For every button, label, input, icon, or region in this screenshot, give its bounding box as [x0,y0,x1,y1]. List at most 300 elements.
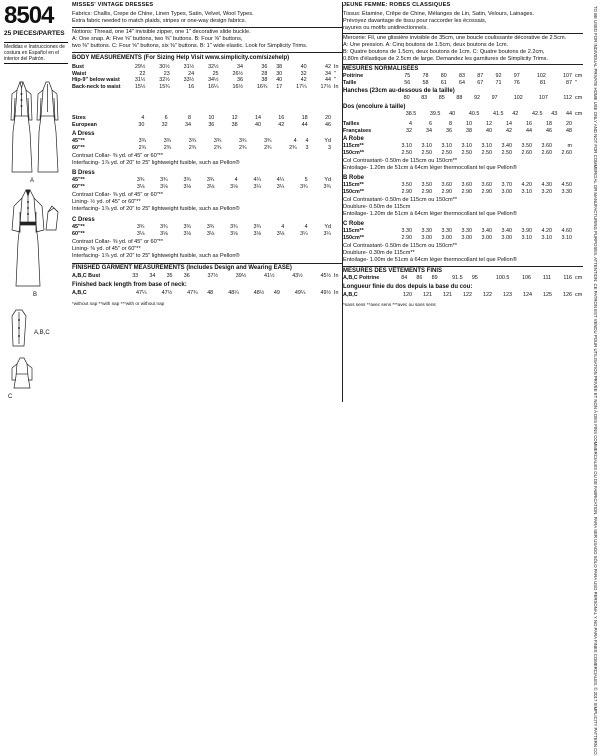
en-finished-length-title: Finished back length from base of neck: [72,282,187,288]
en-c-dress-table [72,224,342,237]
divider-line [343,64,583,65]
table-cell: 48 [207,290,214,297]
table-cell: 2.60 [561,149,572,156]
en-a-dress-table [72,138,342,151]
table-cell: 120 [403,292,412,299]
fr-sizes-table [343,121,583,134]
table-cell: 126 [563,292,572,299]
unit-cell [573,128,583,135]
table-cell: 4¼ [276,177,285,184]
table-cell: 20 [325,115,331,122]
table-cell: 64 [459,79,465,86]
table-cell: 30 [276,70,283,77]
table-cell: 106 [522,275,532,282]
table-cell: 2.50 [441,149,452,156]
table-cell: 43 [551,111,558,118]
table-cell: 2.90 [461,188,472,195]
table-cell: 3¾ [138,138,147,145]
divider-line [72,52,342,53]
table-cell: 16 [278,115,285,122]
row-label [343,95,393,102]
table-cell: 32½ [159,77,170,84]
table-cell: 4 [141,115,145,122]
table-cell: 36 [236,77,243,84]
fr-finished-bust-table [343,275,583,282]
table-cell: 3⅛ [276,230,285,237]
row-label: European [72,121,97,128]
table-cell: 91.5 [452,275,463,282]
row-label: Sizes [72,115,86,122]
table-cell: 3¾ [206,224,215,231]
table-cell: 48½ [253,290,265,297]
table-row [72,145,342,152]
table-cell: 3.10 [521,188,532,195]
copyright-strip [584,6,598,756]
fr-dos-table [343,111,583,118]
fr-mercerie-4: 0.80m d'élastique de 2.5cm de large. Demandez les garnitures de Simplicity Trims. [343,56,549,62]
table-cell: 37½ [207,273,218,280]
row-label: 115cm** [343,143,364,150]
table-cell: 47¾ [187,290,198,297]
table-cell: 44 [301,121,308,128]
table-cell: 42 [512,111,519,118]
table-cell: 16½ [232,84,243,91]
table-cell: 34½ [208,77,219,84]
table-cell: 80 [440,73,447,80]
table-cell: 3¼ [323,230,331,237]
table-cell: Yd [324,177,331,184]
table-cell: 83 [459,73,465,80]
table-cell: 122 [463,292,472,299]
fr-hanches-table [343,95,583,102]
row-label: 60"** [72,183,85,190]
table-cell: m [567,143,572,150]
table-cell: 38 [231,121,238,128]
table-cell: 87 [566,79,572,86]
table-cell: 2.50 [461,149,472,156]
table-cell: 2¾ [163,144,172,151]
row-label: A,B,C [343,292,358,299]
label-abc: A,B,C [34,330,50,336]
table-row [72,84,342,91]
table-row [72,138,342,145]
table-cell: 14 [506,121,512,128]
table-cell: 38.5 [405,111,417,118]
table-cell: 36 [183,273,190,280]
table-cell: 4 [234,177,238,184]
unit-cell: cm [575,95,583,102]
table-cell: 12 [486,121,492,128]
label-a: A [30,178,35,184]
table-cell: 4 [305,138,309,145]
table-cell: 3.60 [441,182,452,189]
table-cell: 2¾ [213,144,222,151]
unit-cell: " [575,79,577,86]
table-cell: 3⅛ [253,230,261,237]
table-cell: 3.00 [501,234,512,241]
unit-cell [332,224,342,231]
en-finished-length-table [72,290,342,297]
table-cell: 3¾ [183,224,191,231]
table-cell: 3¼ [276,183,285,190]
label-c: C [8,394,13,400]
table-cell: 39½ [235,273,247,280]
fr-footnote: *sans sens **avec sens ***avec ou sans sens [343,302,436,307]
table-cell: 20 [566,121,572,128]
fr-title: JEUNE FEMME: ROBES CLASSIQUES [343,2,451,8]
table-cell: 36 [208,121,215,128]
table-cell: 3¾ [238,138,247,145]
table-cell: 32 [406,127,412,134]
table-cell: 6 [164,115,168,122]
spanish-note: Medidas e Instrucciones de costura en Español en el interior del Patrón. [4,42,68,64]
table-cell: 4 [281,224,285,231]
table-cell: Yd [324,224,331,231]
table-cell: 16 [188,84,195,91]
row-label: Waist [72,70,87,77]
table-cell: 3.20 [541,188,552,195]
table-cell: 3¾ [213,138,222,145]
table-cell: 16¼ [208,84,219,91]
unit-cell [332,122,342,129]
row-label: 45"** [72,138,85,145]
fr-a-entoilage: Entoilage- 1.20m de 51cm à 64cm léger thermocollant tel que Pellon® [343,165,517,171]
table-cell: 3.40 [501,228,512,235]
table-cell: 4.20 [521,182,532,189]
french-column [343,0,583,406]
fr-finished-title: MESURES DES VÊTEMENTS FINIS [343,268,443,274]
table-cell: 38 [261,77,268,84]
unit-cell: cm [575,73,583,80]
table-cell: 48¼ [228,290,239,297]
table-cell: 2.60 [541,149,552,156]
table-cell: 18 [546,121,552,128]
table-cell: 4.50 [561,182,572,189]
row-label: 150cm** [343,234,364,241]
table-cell: 4 [409,121,412,128]
table-cell: 3.10 [541,234,552,241]
table-cell: 3.40 [481,228,492,235]
en-footnote: *without nap **with nap ***with or without nap [72,301,165,306]
table-cell: 3.30 [561,188,572,195]
table-cell: 3.50 [421,182,432,189]
table-cell: 78 [422,73,429,80]
en-finished-bust-table [72,273,342,280]
table-cell: 22 [139,70,146,77]
unit-cell: cm [575,111,583,118]
row-label: Taille [343,79,357,86]
table-cell: 23 [163,70,170,77]
row-label: Bust [72,64,84,71]
table-cell: 2.90 [481,188,492,195]
table-cell: 84 [401,275,408,282]
table-cell: 3⅛ [230,183,238,190]
table-cell: 3⅛ [206,230,215,237]
table-cell: 16¾ [256,84,268,91]
fr-tissus: Tissus: Étamine, Crêpe de Chine, Mélanges de Lin, Satin, Velours, Lainages. [343,11,535,17]
table-cell: 116 [563,275,572,282]
table-cell: 18 [301,115,308,122]
table-row [72,115,342,122]
divider-line [343,33,583,34]
table-row [343,189,583,196]
table-cell: 33½ [183,77,195,84]
table-cell: 75 [404,73,411,80]
row-label: A,B,C [72,290,87,297]
table-cell: 47½ [161,290,173,297]
fr-measurements-table [343,73,583,86]
fr-tissus-3: rayures ou motifs unidirectionnels. [343,25,428,31]
table-cell: 40 [300,64,307,71]
table-cell: 2¾ [138,144,147,151]
table-cell: 123 [503,292,512,299]
table-cell: 2.50 [401,149,412,156]
unit-cell [332,231,342,238]
table-cell: 29½ [134,64,146,71]
table-cell: 112 [563,95,572,102]
table-cell: 2¾ [264,144,272,151]
row-label: Tailles [343,121,360,128]
table-cell: 2.50 [501,149,512,156]
table-row [343,228,583,235]
table-cell: 41.5 [493,111,504,118]
fr-tissus-2: Prévoyez davantage de tissu pour raccorder les écossais, [343,18,487,24]
table-cell: 42 [300,77,307,84]
table-cell: 26½ [232,70,243,77]
row-label: 150cm** [343,188,364,195]
row-label: 60"** [72,230,85,237]
table-cell: 3⅛ [206,183,215,190]
fr-c-robe-title: C Robe [343,221,364,227]
table-cell: 3.10 [561,234,572,241]
table-cell: 42 [278,121,285,128]
table-cell: 3.10 [401,143,412,150]
table-cell: 3¾ [253,224,261,231]
table-cell: 107 [563,73,572,80]
table-row [72,122,342,129]
fr-b-doublure: Doublure- 0.50m de 115cm [343,204,411,210]
table-cell: 3.00 [481,234,492,241]
table-row [343,182,583,189]
table-cell: 87 [477,73,484,80]
table-cell: 3.00 [501,188,512,195]
table-cell: 49 [273,290,280,297]
en-b-contrast: Contrast Collar- ⅜ yd. of 45" or 60"** [72,192,164,198]
table-cell: 3¾ [188,138,197,145]
en-notions-2: A: One snap. A: Five ⅝" buttons, two ⅜" buttons. B: Four ⅝" buttons, [72,36,243,42]
table-cell: 49½ [320,290,331,297]
unit-cell: In [334,84,339,91]
row-label: Françaises [343,127,372,134]
table-cell: 58 [422,79,429,86]
table-cell: 3¾ [323,183,331,190]
table-cell: 121 [423,292,432,299]
table-cell: 25 [212,70,219,77]
table-cell: 3¾ [264,138,272,145]
table-cell: 34 [426,127,432,134]
dress-c-illustration [10,356,34,390]
table-cell: 3.10 [481,143,492,150]
unit-cell [332,145,342,152]
table-cell: 85 [438,95,445,102]
table-cell: 3⅛ [160,230,168,237]
unit-cell [573,228,583,235]
table-cell: 47¼ [136,290,147,297]
dress-a-illustration [6,76,64,176]
table-row [343,80,583,87]
fr-c-col: Col Contrastant- 0.50m de 115cm ou 150cm** [343,243,458,249]
fr-dos-title: Dos (encolure à taille) [343,104,406,110]
table-cell: 17¼ [296,84,307,91]
table-cell: 3.50 [521,143,532,150]
en-c-contrast: Contrast Collar- ⅜ yd. of 45" or 60"** [72,239,164,245]
en-fabrics: Fabrics: Challis, Crepe de Chine, Linen Types, Satin, Velvet, Wool Types. [72,11,254,17]
table-cell: 40 [486,127,492,134]
en-c-lining: Lining- ⅜ yd. of 45" or 60"** [72,246,141,252]
table-cell: 125 [543,292,552,299]
table-cell: 42.5 [531,111,543,118]
table-cell: 48 [566,127,572,134]
table-cell: 35 [166,273,173,280]
table-cell: 46 [546,127,552,134]
en-b-interfacing: Interfacing- 1⅞ yd. of 20" to 25" lightweight fusible, such as Pellon® [72,206,240,212]
table-cell: 3¾ [160,224,168,231]
table-cell: 3.30 [461,228,472,235]
table-cell: 89 [431,275,438,282]
pieces-count: 25 PIECES/PARTES [4,30,65,37]
table-cell: 121 [443,292,452,299]
table-row [72,184,342,191]
table-cell: 107 [538,95,548,102]
unit-cell: cm [575,275,583,282]
table-cell: 24 [188,70,195,77]
row-label: 115cm** [343,182,364,189]
table-cell: 3.10 [441,143,452,150]
table-cell: 3¾ [160,177,168,184]
table-cell: 56 [404,79,411,86]
table-cell: Yd [324,138,331,145]
table-cell: 3.60 [541,143,552,150]
table-cell: 3.00 [441,234,452,241]
unit-cell [573,182,583,189]
table-cell: 3¾ [136,177,145,184]
table-cell: 15¾ [159,84,170,91]
table-cell: 3¾ [163,138,172,145]
fr-mercerie-2: A: Une pression. A: Cinq boutons de 1.5cm, deux boutons de 1cm. [343,42,509,48]
table-cell: 2.90 [441,188,452,195]
table-cell: 45½ [320,273,331,280]
table-cell: 44 [566,111,572,118]
unit-cell: cm [575,292,583,299]
unit-cell: In [334,290,339,297]
table-cell: 3.60 [461,182,472,189]
table-cell: 40 [276,77,283,84]
unit-cell: " [334,77,336,84]
table-cell: 16 [526,121,532,128]
unit-cell [573,150,583,157]
en-body-measurements-title: BODY MEASUREMENTS (For Sizing Help Visit www.simplicity.com/sizehelp) [72,55,290,61]
table-cell: 10 [208,115,215,122]
unit-cell [573,143,583,150]
row-label: 60"** [72,144,85,151]
table-cell: 95 [471,275,478,282]
table-cell: 102 [513,95,523,102]
table-cell: 43½ [292,273,303,280]
table-cell: 2.90 [421,188,432,195]
table-cell: 40.5 [468,111,480,118]
table-cell: 3.90 [521,228,532,235]
table-cell: 3¾ [206,177,215,184]
table-cell: 111 [542,275,552,282]
table-cell: 32½ [208,64,219,71]
table-cell: 3.40 [501,143,512,150]
unit-cell [573,235,583,242]
table-cell: 3.10 [461,143,472,150]
table-cell: 100.5 [495,275,510,282]
copyright-text: TO BE USED FOR INDIVIDUAL PRIVATE HOME USE ONLY AND NOT FOR COMMERCIAL OR MANUFACTURING PURPOSES. ATTENTION: CE PATRON EST VENDU POUR UTILISATION PRIVÉE ET NON À DES FINS COMMERCIALES OU DE FABRICATION. PARA SER USADO SÓLO PARA USO PERSONAL Y NO PARA FINES COMERCIALES. © 2017 SIMPLICITY PATTERN CO. [593,6,598,756]
table-cell: 92 [495,73,502,80]
table-row [72,224,342,231]
fr-b-robe-table [343,182,583,195]
fr-b-entoilage: Entoilage- 1.20m de 51cm à 64cm léger thermocollant tel que Pellon® [343,211,517,217]
table-cell: 3.30 [441,228,452,235]
en-body-measurements-table [72,64,342,90]
table-cell: 14 [254,115,261,122]
fr-a-col: Col Contrastant- 0.50m de 115cm ou 150cm** [343,158,458,164]
table-cell: 49¼ [294,290,306,297]
fr-c-robe-table [343,228,583,241]
table-cell: 2.90 [401,234,412,241]
unit-cell: In [334,64,339,71]
table-cell: 122 [483,292,492,299]
dress-b-illustration [8,186,64,290]
fr-finished-length-title: Longueur finie du dos depuis la base du cou: [343,284,473,290]
unit-cell [332,184,342,191]
table-cell: 3.60 [481,182,492,189]
table-cell: 3¾ [136,224,145,231]
table-cell: 3¾ [230,224,238,231]
table-cell: 3.30 [401,228,412,235]
pattern-number: 8504 [4,2,54,29]
table-cell: 34 [325,70,331,77]
table-row [72,231,342,238]
table-cell: 33 [132,273,139,280]
table-cell: 42 [506,127,512,134]
table-row [343,73,583,80]
table-cell: 76 [513,79,520,86]
unit-cell [332,115,342,122]
row-label: 150cm** [343,149,364,156]
table-cell: 2¾ [238,144,247,151]
fr-a-robe-table [343,143,583,156]
fr-b-col: Col Contrastant- 0.50m de 115cm ou 150cm** [343,197,458,203]
table-cell: 8 [187,115,191,122]
row-label: 115cm** [343,228,364,235]
table-cell: 8 [449,121,452,128]
table-row [72,77,342,84]
en-a-interfacing: Interfacing- 1⅞ yd. of 20" to 25" lightweight fusible, such as Pellon® [72,160,240,166]
table-cell: 3.50 [401,182,412,189]
en-b-dress-table [72,177,342,190]
table-row [343,121,583,128]
table-cell: 4.60 [561,228,572,235]
table-cell: 80 [403,95,410,102]
divider-line [72,263,342,264]
table-row [72,64,342,71]
en-title: MISSES' VINTAGE DRESSES [72,2,154,8]
table-cell: 34 [236,64,243,71]
table-cell: 36 [446,127,452,134]
